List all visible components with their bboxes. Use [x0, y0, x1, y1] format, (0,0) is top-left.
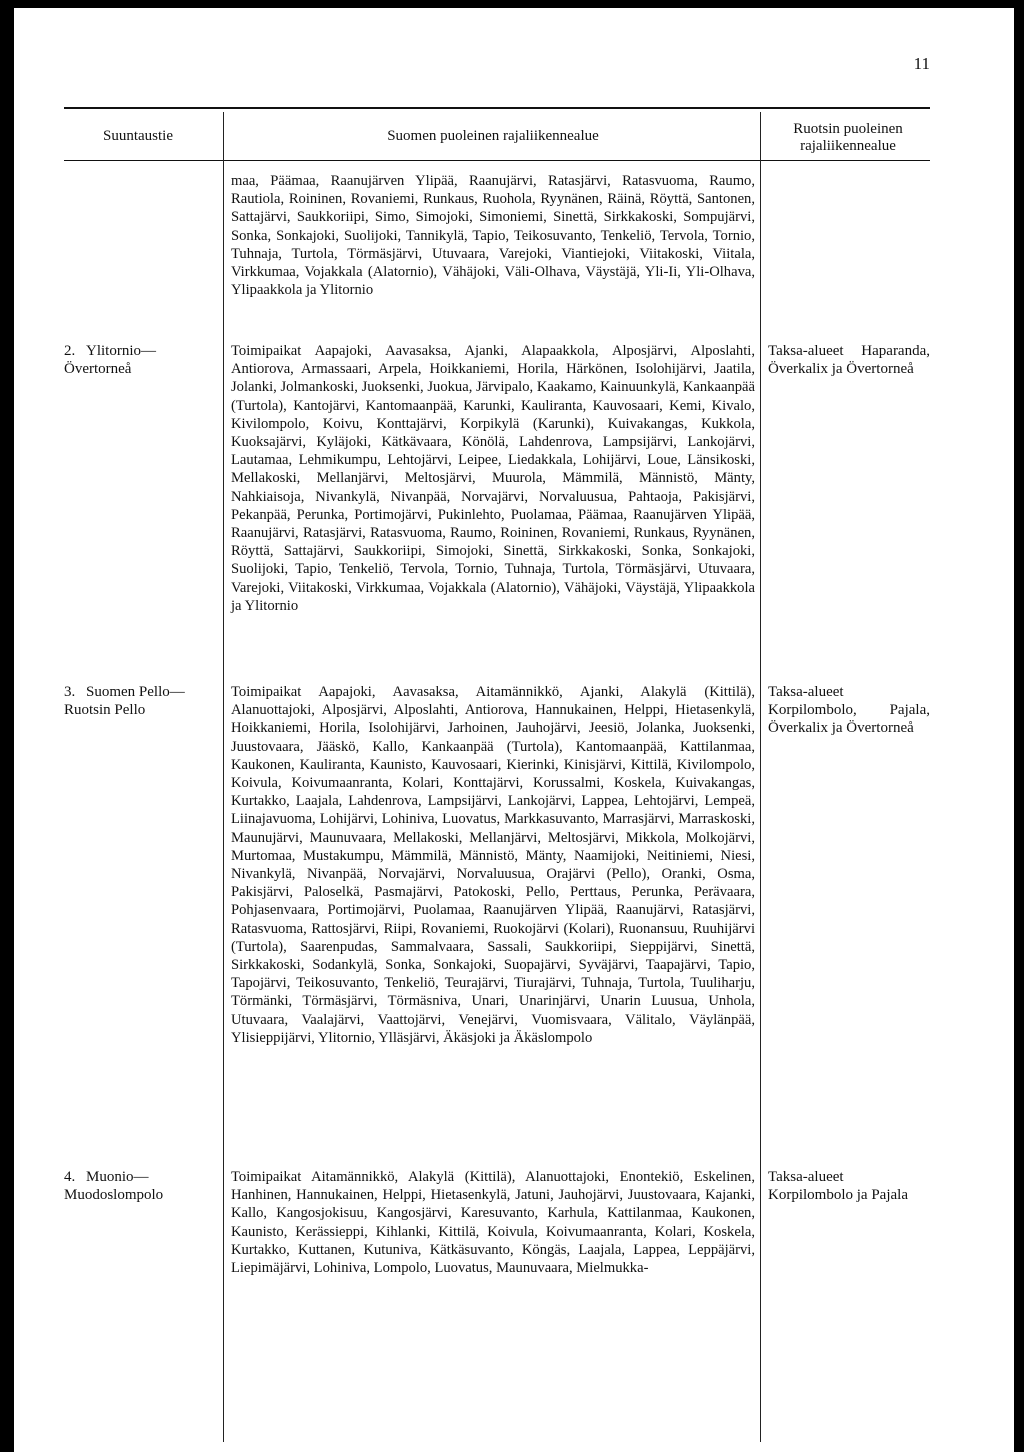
- row-3-direction-text: Suomen Pello—Ruotsin Pello: [64, 684, 185, 718]
- row-3-number: 3.: [64, 684, 76, 700]
- header-rule: [64, 160, 930, 161]
- row-2-number: 2.: [64, 343, 76, 359]
- scan-border-right: [1014, 0, 1024, 1452]
- page-number: 11: [913, 54, 930, 73]
- top-rule: [64, 107, 930, 109]
- row-4-number: 4.: [64, 1169, 76, 1185]
- column-divider-left: [223, 112, 224, 1442]
- row-3-swedish-area: Taksa-alueet Korpilombolo, Pajala, Överkalix ja Övertorneå: [768, 684, 930, 736]
- row-4-swedish-area: Taksa-alueet Korpilombolo ja Pajala: [768, 1169, 908, 1203]
- row-2-finnish-area: Toimipaikat Aapajoki, Aavasaksa, Ajanki, Alapaakkola, Alposjärvi, Alposlahti, Antiorova, Armassaari, Arpela, Hoikkaniemi, Horila, Härkönen, Isolohijärvi, Jaatila, Jolanki, Jolmankoski, Juoksenki, Juokua, Järvipalo, Kaakamo, Kainuunkylä, Kankaanpää (Turtola), Kantojärvi, Kantomaanpää, Karunki, Kauliranta, Kauvosaari, Kemi, Kivalo, Kivilompolo, Koivu, Konttajärvi, Korpikylä (Karunki), Kuivakangas, Kukkola, Kuoksajärvi, Kyläjoki, Kätkävaara, Könölä, Lahdenrova, Lampsijärvi, Lankojärvi, Lautamaa, Lehmikumpu, Lehtojärvi, Leipee, Liedakkala, Lohijärvi, Loue, Länsikoski, Mellakoski, Mellanjärvi, Meltosjärvi, Muurola, Mämmilä, Männistö, Mänty, Nahkiaisoja, Nivankylä, Nivanpää, Norvajärvi, Norvaluusua, Pahtaoja, Pakisjärvi, Pekanpää, Perunka, Portimojärvi, Pukinlehto, Puolamaa, Päämaa, Raanujärven Ylipää, Raanujärvi, Ratasjärvi, Ratasvuoma, Raumo, Roininen, Rovaniemi, Runkaus, Ryynänen, Röyttä, Sattajärvi, Saukkoriipi, Simojoki, Sinettä, Sirkkakoski, Sonka, Sonkajoki, Suolijoki, Tapio, Tenkeliö, Tervola, Tornio, Tuhnaja, Turtola, Törmäsjärvi, Utuvaara, Varejoki, Viitakoski, Virkkumaa, Vojakkala (Alatornio), Vähäjoki, Väystäjä, Ylipaakkola ja Ylitornio: [231, 343, 755, 614]
- row-4-direction-text: Muonio—Muodoslompolo: [64, 1169, 164, 1203]
- header-finnish-area: Suomen puoleinen rajaliikennealue: [387, 128, 599, 144]
- row-2-swedish-area: Taksa-alueet Haparanda, Överkalix ja Övertorneå: [768, 343, 930, 377]
- column-divider-right: [760, 112, 761, 1442]
- scan-border-left: [0, 0, 14, 1452]
- row-4-finnish-area: Toimipaikat Aitamännikkö, Alakylä (Kittilä), Alanuottajoki, Enontekiö, Eskelinen, Hanhinen, Hannukainen, Helppi, Hietasenkylä, Jatuni, Jauhojärvi, Juustovaara, Kajanki, Kallo, Kangosjokisuu, Kangosjärvi, Karesuvanto, Karhula, Kattilanmaa, Kaukonen, Kaunisto, Kerässieppi, Kihlanki, Kittilä, Koivula, Koivumaanranta, Kolari, Koskela, Kurtakko, Kuttanen, Kutuniva, Kätkäsuvanto, Köngäs, Laajala, Lappea, Leppäjärvi, Liepimäjärvi, Lohiniva, Lompolo, Luovatus, Maunuvaara, Mielmukka-: [231, 1169, 755, 1277]
- header-direction: Suuntaustie: [103, 128, 173, 144]
- row-3-direction: [64, 683, 212, 719]
- row-1-finnish-area: maa, Päämaa, Raanujärven Ylipää, Raanujärvi, Ratasjärvi, Ratasvuoma, Raumo, Rautiola, Roininen, Rovaniemi, Runkaus, Ruohola, Ryynänen, Räinä, Röyttä, Santonen, Sattajärvi, Saukkoriipi, Simo, Simojoki, Simoniemi, Sinettä, Sirkkakoski, Sompujärvi, Sonka, Sonkajoki, Suolijoki, Tannikylä, Tapio, Teikosuvanto, Tenkeliö, Tervola, Tornio, Tuhnaja, Turtola, Törmäsjärvi, Utuvaara, Varejoki, Viantiejoki, Viitakoski, Viitala, Virkkumaa, Vojakkala (Alatornio), Vähäjoki, Väli-Olhava, Väystäjä, Yli-Ii, Yli-Olhava, Ylipaakkola ja Ylitornio: [231, 173, 755, 299]
- header-swedish-area: Ruotsin puoleinen rajaliikennealue: [793, 121, 903, 154]
- row-2-direction: [64, 342, 212, 378]
- row-4-direction: [64, 1168, 212, 1204]
- row-2-direction-text: Ylitornio—Övertorneå: [64, 343, 156, 377]
- row-3-finnish-area: Toimipaikat Aapajoki, Aavasaksa, Aitamännikkö, Ajanki, Alakylä (Kittilä), Alanuottajoki, Alposjärvi, Alposlahti, Antiorova, Hannukainen, Helppi, Hietasenkylä, Hoikkaniemi, Horila, Isolohijärvi, Jarhoinen, Jauhojärvi, Jeesiö, Jolanka, Juoksenki, Juustovaara, Jääskö, Kallo, Kankaanpää (Turtola), Kantomaanpää, Kattilanmaa, Kaukonen, Kauliranta, Kaunisto, Kauvosaari, Kierinki, Kinisjärvi, Kittilä, Kivilompolo, Koivula, Koivumaanranta, Kolari, Konttajärvi, Korussalmi, Koskela, Kuivakangas, Kurtakko, Laajala, Lahdenrova, Lampsijärvi, Lankojärvi, Lappea, Lehtojärvi, Lempeä, Liinajavuoma, Lohijärvi, Lohiniva, Luovatus, Markkasuvanto, Marrasjärvi, Marraskoski, Maunujärvi, Maunuvaara, Mellakoski, Mellanjärvi, Meltosjärvi, Mikkola, Molkojärvi, Murtomaa, Mustakumpu, Mämmilä, Männistö, Mänty, Naamijoki, Neitiniemi, Niesi, Nivankylä, Nivanpää, Norvajärvi, Norvaluusua, Orajärvi (Pello), Oranki, Osma, Pakisjärvi, Paloselkä, Pasmajärvi, Patokoski, Pello, Perttaus, Perunka, Perävaara, Pohjasenvaara, Portimojärvi, Puolamaa, Raanujärven Ylipää, Raanujärvi, Ratasjärvi, Ratasvuoma, Rattosjärvi, Riipi, Rovaniemi, Ruokojärvi (Kolari), Ruonansuu, Ruuhijärvi (Turtola), Saarenpudas, Sammalvaara, Sassali, Saukkoriipi, Sieppijärvi, Sinettä, Sirkkakoski, Sodankylä, Sonka, Sonkajoki, Suopajärvi, Syväjärvi, Taapajärvi, Tapio, Tapojärvi, Teikosuvanto, Tenkeliö, Teurajärvi, Tiurajärvi, Tuhnaja, Turtola, Tuuliharju, Törmänki, Törmäsjärvi, Törmäsniva, Unari, Unarinjärvi, Unarin Luusua, Unhola, Utuvaara, Vaalajärvi, Vaattojärvi, Venejärvi, Vuomisvaara, Välitalo, Väylänpää, Ylisieppijärvi, Ylitornio, Ylläsjärvi, Äkäsjoki ja Äkäslompolo: [231, 684, 755, 1046]
- scan-border-top: [0, 0, 1024, 8]
